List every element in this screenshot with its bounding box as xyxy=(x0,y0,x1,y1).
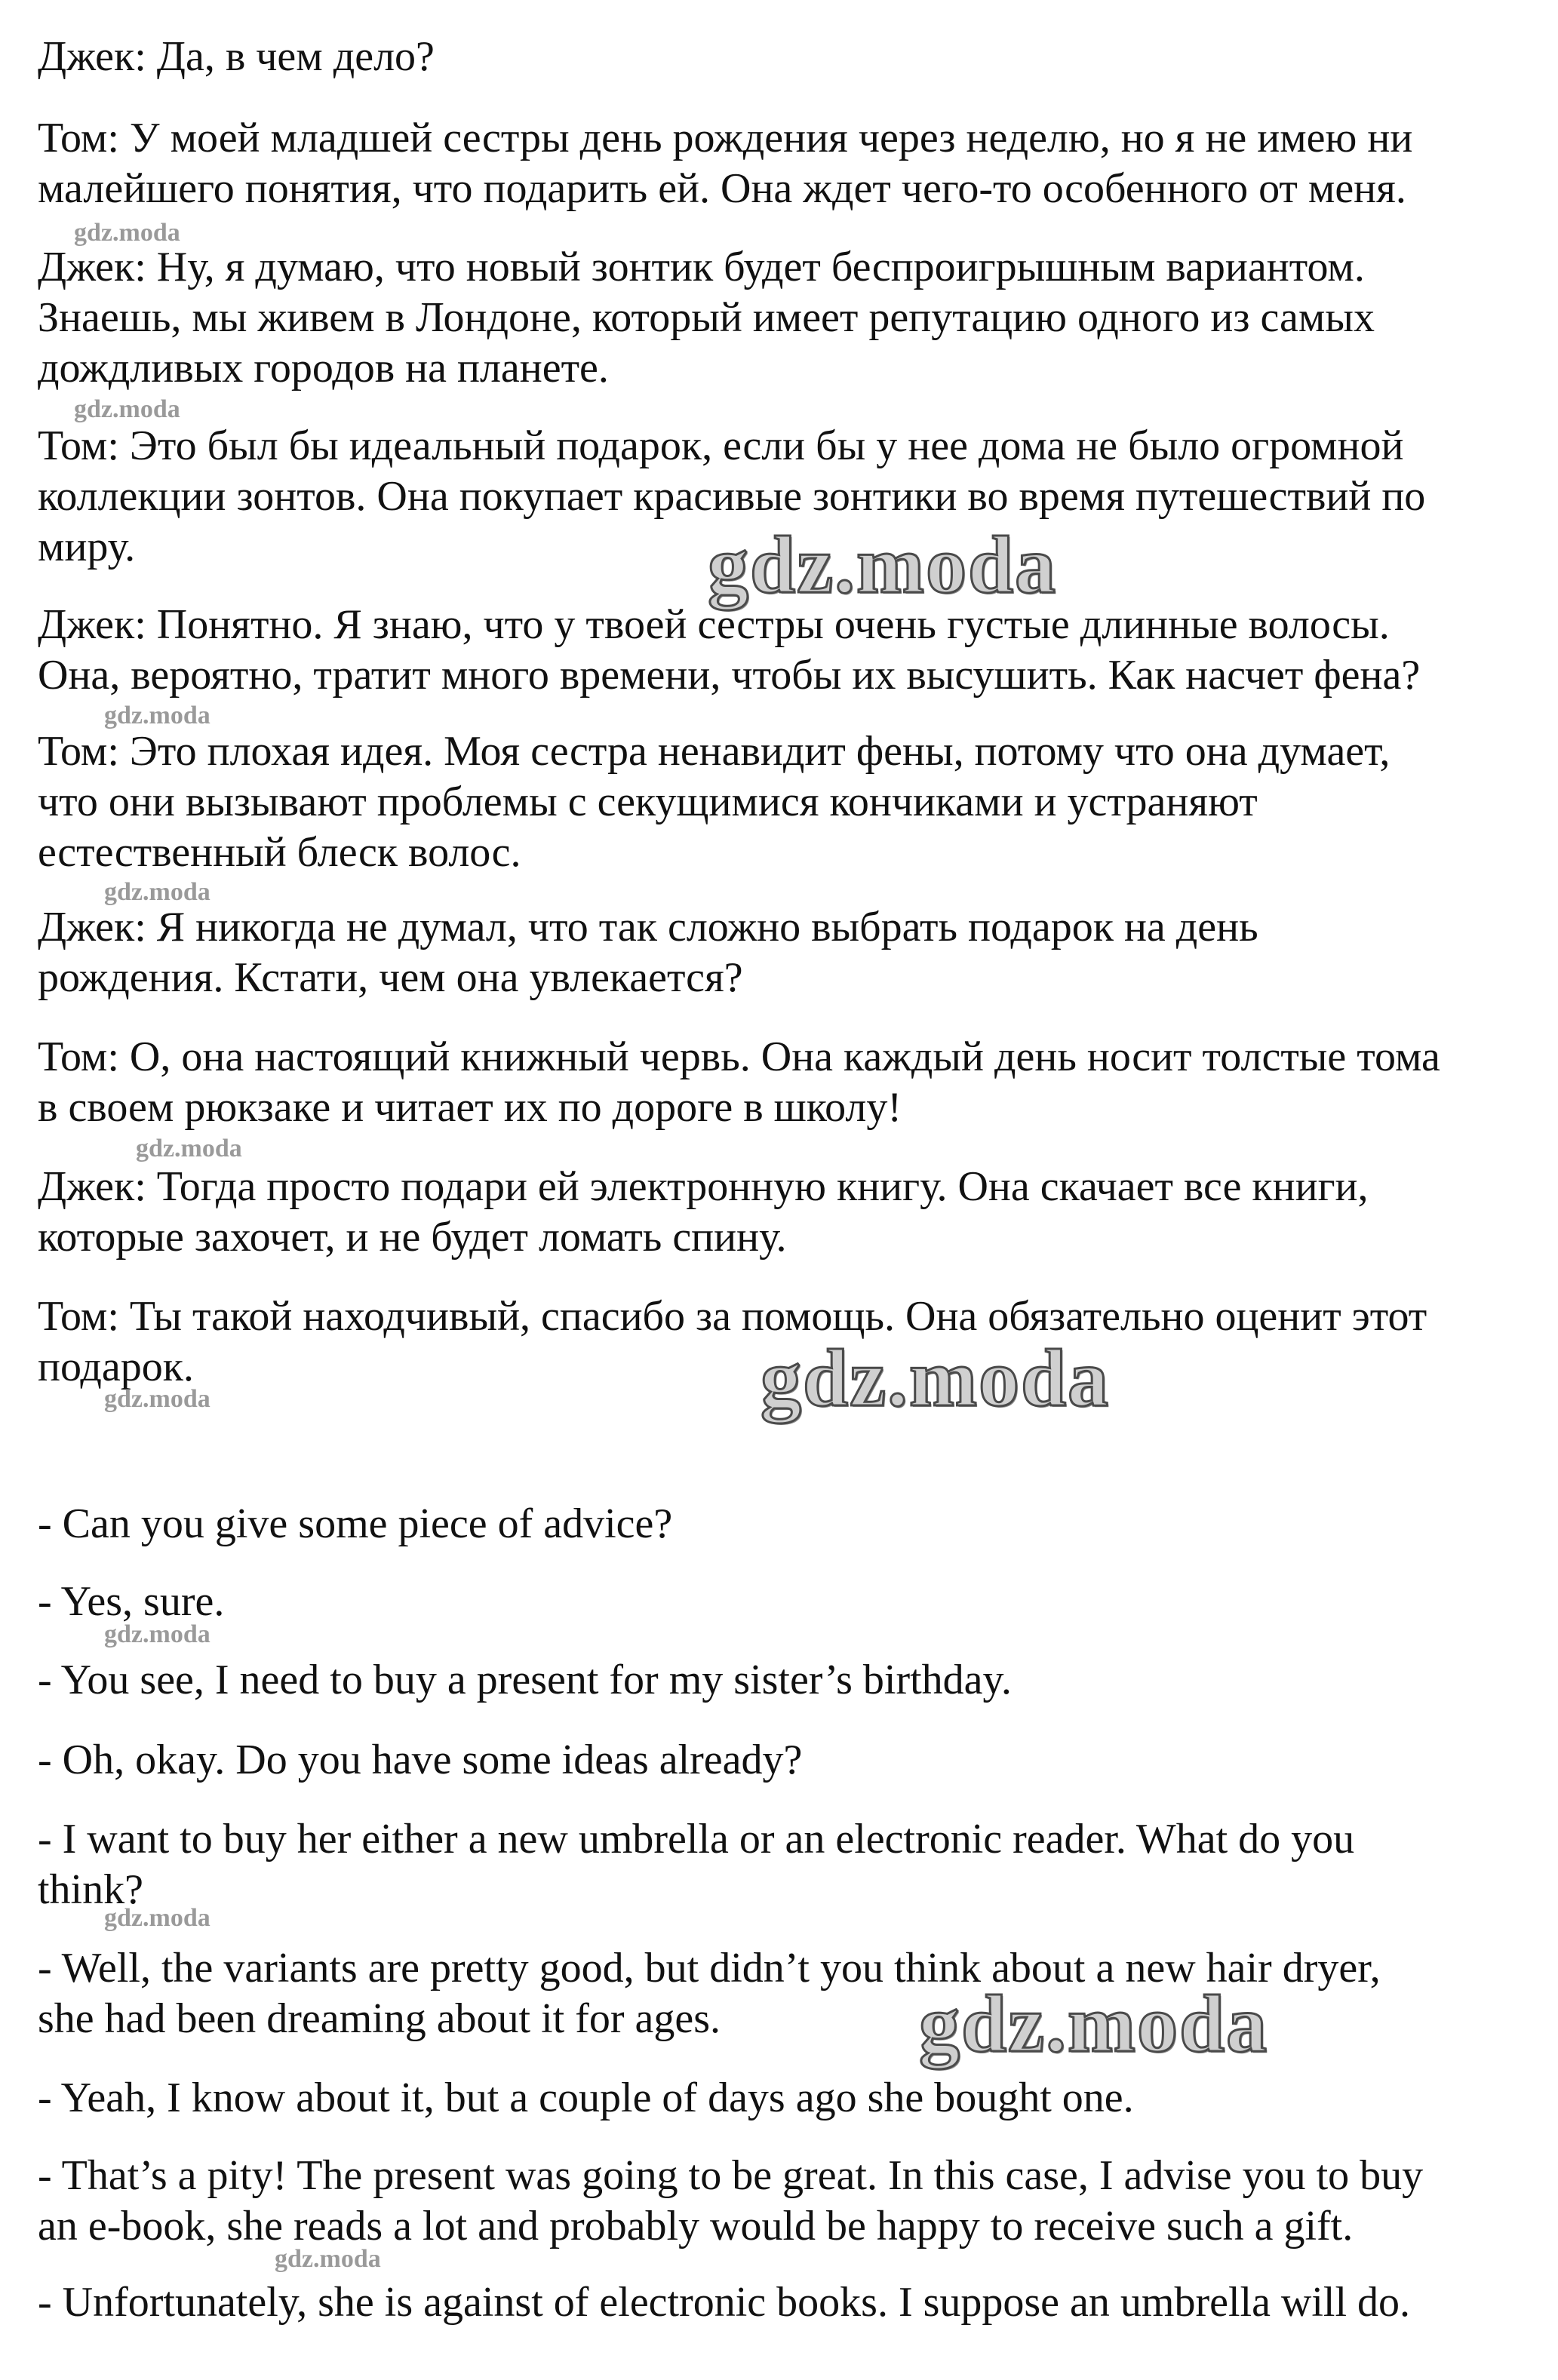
text-line: - Unfortunately, she is against of electronic books. I suppose an umbrella will do. xyxy=(38,2279,1411,2326)
text-line: - Can you give some piece of advice? xyxy=(38,1500,673,1547)
ru-paragraph-3 xyxy=(38,242,1528,394)
text-line: she had been dreaming about it for ages. xyxy=(38,1995,721,2042)
text-line: Том: Это плохая идея. Моя сестра ненавидит фены, потому что она думает, xyxy=(38,728,1391,775)
text-line: дождливых городов на планете. xyxy=(38,345,609,392)
text-line: рождения. Кстати, чем она увлекается? xyxy=(38,954,743,1001)
watermark-small: gdz.moda xyxy=(104,1620,210,1648)
text-line: Она, вероятно, тратит много времени, чтобы их высушить. Как насчет фена? xyxy=(38,652,1421,699)
text-line: - Well, the variants are pretty good, but didn’t you think about a new hair dryer, xyxy=(38,1945,1381,1992)
en-paragraph-7 xyxy=(38,2073,1528,2124)
text-line: Джек: Тогда просто подари ей электронную книгу. Она скачает все книги, xyxy=(38,1163,1369,1210)
text-line: что они вызывают проблемы с секущимися кончиками и устраняют xyxy=(38,778,1258,825)
ru-paragraph-7 xyxy=(38,902,1528,1003)
en-paragraph-3 xyxy=(38,1655,1528,1706)
ru-paragraph-6 xyxy=(38,726,1528,878)
text-line: Том: Это был бы идеальный подарок, если бы у нее дома не было огромной xyxy=(38,422,1404,469)
text-line: - Oh, okay. Do you have some ideas already? xyxy=(38,1737,803,1783)
watermark-large: gdz.moda xyxy=(919,1979,1269,2069)
text-line: Том: У моей младшей сестры день рождения через неделю, но я не имею ни xyxy=(38,115,1413,161)
watermark-small: gdz.moda xyxy=(104,1385,210,1413)
text-line: Джек: Понятно. Я знаю, что у твоей сестры очень густые длинные волосы. xyxy=(38,601,1390,648)
en-paragraph-6 xyxy=(38,1943,1528,2044)
watermark-small: gdz.moda xyxy=(74,219,180,247)
text-line: - You see, I need to buy a present for my sister’s birthday. xyxy=(38,1657,1012,1703)
text-line: малейшего понятия, что подарить ей. Она ждет чего-то особенного от меня. xyxy=(38,165,1406,212)
text-line: коллекции зонтов. Она покупает красивые зонтики во время путешествий по xyxy=(38,473,1426,520)
text-line: think? xyxy=(38,1866,143,1913)
text-line: в своем рюкзаке и читает их по дороге в школу! xyxy=(38,1084,902,1131)
en-paragraph-8 xyxy=(38,2151,1528,2252)
text-line: - Yes, sure. xyxy=(38,1578,225,1625)
ru-paragraph-9 xyxy=(38,1162,1528,1263)
ru-paragraph-2 xyxy=(38,113,1528,214)
en-paragraph-2 xyxy=(38,1577,1528,1627)
text-line: Том: Ты такой находчивый, спасибо за помощь. Она обязательно оценит этот xyxy=(38,1293,1427,1340)
watermark-small: gdz.moda xyxy=(104,702,210,729)
watermark-large: gdz.moda xyxy=(761,1334,1111,1423)
text-line: Том: О, она настоящий книжный червь. Она каждый день носит толстые тома xyxy=(38,1033,1440,1080)
text-line: an e-book, she reads a lot and probably would be happy to receive such a gift. xyxy=(38,2203,1354,2249)
ru-paragraph-1 xyxy=(38,32,1528,82)
en-paragraph-9 xyxy=(38,2277,1528,2328)
watermark-small: gdz.moda xyxy=(275,2245,381,2273)
watermark-small: gdz.moda xyxy=(74,395,180,423)
text-line: подарок. xyxy=(38,1344,194,1390)
text-line: Знаешь, мы живем в Лондоне, который имеет репутацию одного из самых xyxy=(38,294,1375,341)
text-line: миру. xyxy=(38,524,136,570)
ru-paragraph-8 xyxy=(38,1032,1528,1133)
watermark-small: gdz.moda xyxy=(104,878,210,906)
text-line: Джек: Да, в чем дело? xyxy=(38,33,435,80)
en-paragraph-1 xyxy=(38,1499,1528,1549)
ru-paragraph-5 xyxy=(38,600,1528,701)
text-line: - Yeah, I know about it, but a couple of days ago she bought one. xyxy=(38,2074,1134,2121)
text-line: Джек: Ну, я думаю, что новый зонтик будет беспроигрышным вариантом. xyxy=(38,244,1365,290)
text-line: Джек: Я никогда не думал, что так сложно выбрать подарок на день xyxy=(38,904,1258,950)
text-line: естественный блеск волос. xyxy=(38,829,521,876)
en-paragraph-4 xyxy=(38,1735,1528,1786)
text-line: которые захочет, и не будет ломать спину. xyxy=(38,1214,787,1261)
watermark-large: gdz.moda xyxy=(708,521,1058,610)
en-paragraph-5 xyxy=(38,1814,1528,1915)
text-line: - That’s a pity! The present was going to be great. In this case, I advise you to buy xyxy=(38,2152,1424,2199)
watermark-small: gdz.moda xyxy=(104,1904,210,1932)
watermark-small: gdz.moda xyxy=(136,1135,242,1162)
text-line: - I want to buy her either a new umbrella or an electronic reader. What do you xyxy=(38,1816,1355,1863)
